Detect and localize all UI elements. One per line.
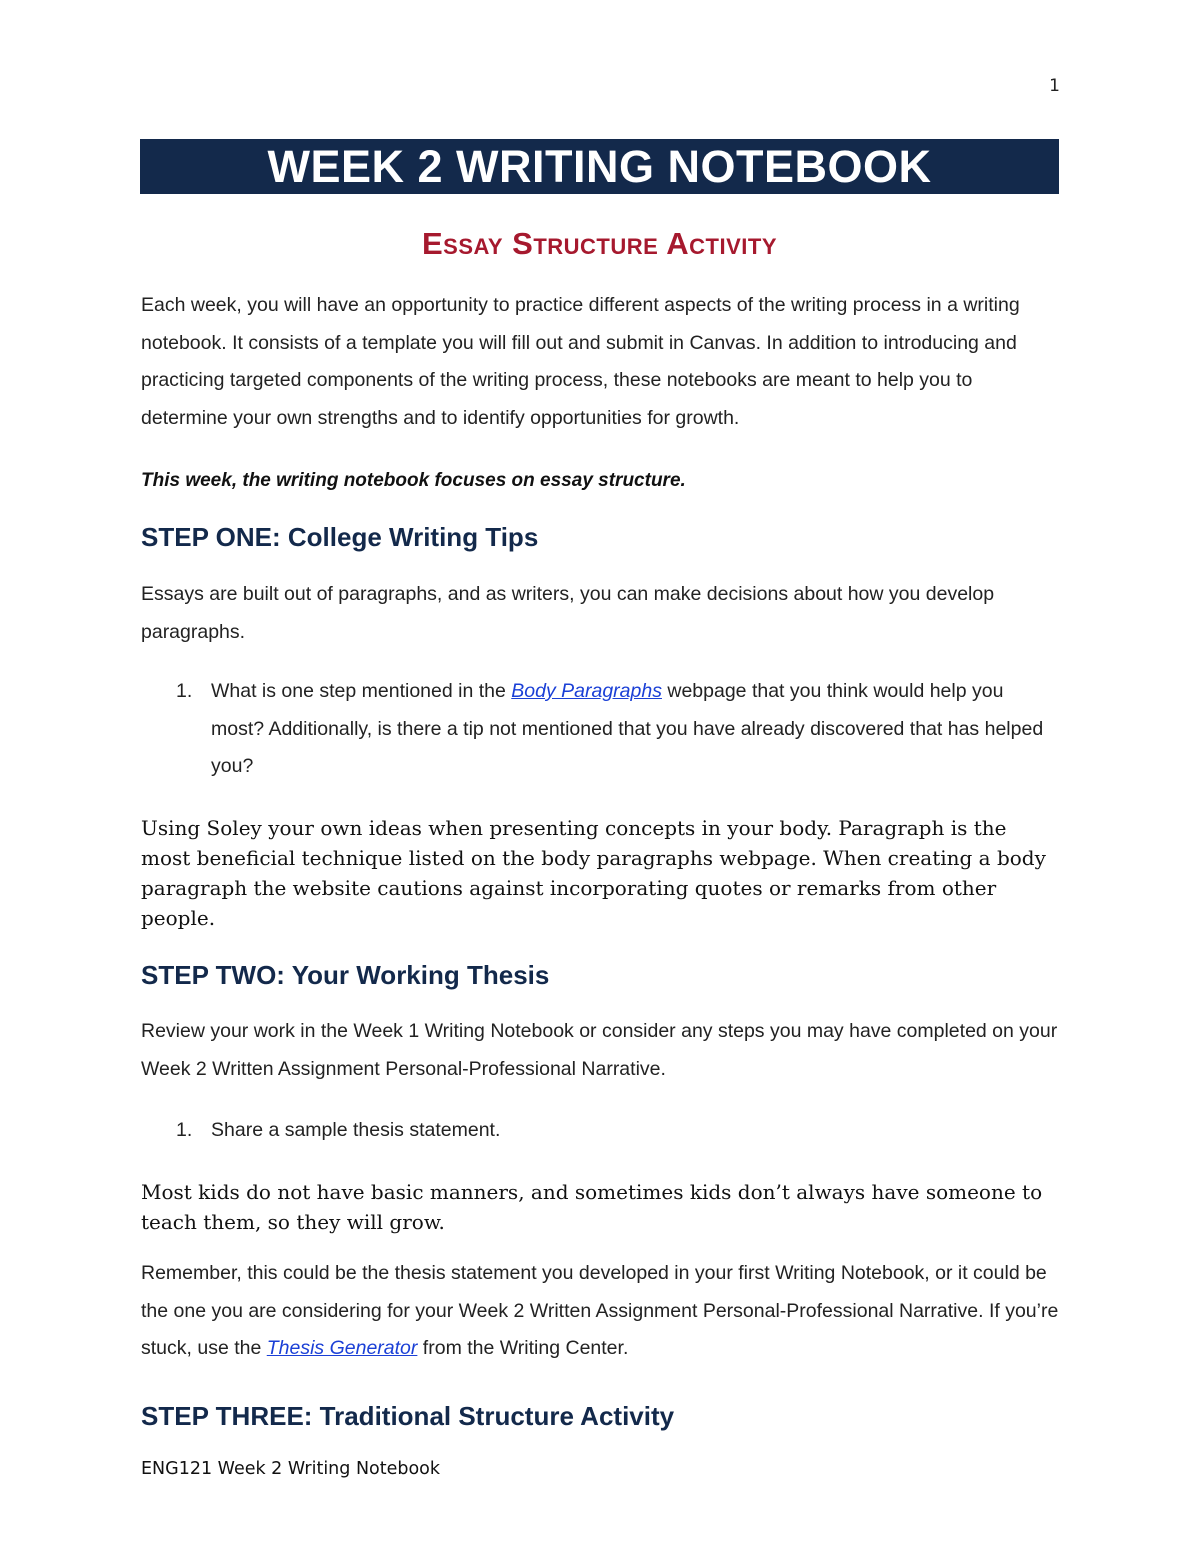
body-paragraphs-link[interactable]: Body Paragraphs [511, 680, 662, 702]
focus-statement: This week, the writing notebook focuses on essay structure. [141, 470, 686, 491]
intro-paragraph: Each week, you will have an opportunity to practice different aspects of the writing process in a writing notebook. It consists of a template you will fill out and submit in Canvas. In addition to introducing and practicing targeted components of the writing process, these notebooks are meant to help you to determine your own strengths and to identify opportunities for growth. [141, 294, 1020, 429]
activity-subtitle: Essay Structure Activity [421, 226, 778, 261]
step-one-question [176, 673, 1056, 786]
thesis-generator-link[interactable]: Thesis Generator [266, 1337, 418, 1359]
step-two-reminder [141, 1255, 1061, 1368]
reminder-text: from the Writing Center. [417, 1337, 629, 1359]
step-three-heading: STEP THREE: Traditional Structure Activity [141, 1401, 675, 1431]
step-two-answer: Most kids do not have basic manners, and sometimes kids don’t always have someone to teach them, so they will grow. [141, 1180, 1043, 1234]
list-number: 1. [176, 1119, 193, 1141]
page-footer: ENG121 Week 2 Writing Notebook [141, 1459, 441, 1479]
reminder-text: Remember, this could be the thesis statement you developed in your first Writing Notebook, or it could be the one you are considering for your Week 2 Written Assignment Personal-Professional Narrative. If you’re stuck, use the [141, 1262, 1059, 1359]
question-text: Share a sample thesis statement. [211, 1119, 501, 1141]
step-one-heading: STEP ONE: College Writing Tips [141, 522, 539, 552]
page-title: WEEK 2 WRITING NOTEBOOK [140, 139, 1059, 194]
step-two-heading: STEP TWO: Your Working Thesis [141, 960, 550, 990]
question-text: What is one step mentioned in the [211, 680, 512, 702]
step-two-paragraph: Review your work in the Week 1 Writing Notebook or consider any steps you may have completed on your Week 2 Written Assignment Personal-Professional Narrative. [141, 1020, 1058, 1080]
step-one-paragraph: Essays are built out of paragraphs, and as writers, you can make decisions about how you develop paragraphs. [141, 583, 995, 643]
question-text: webpage that you think would help you most? Additionally, is there a tip not mentioned that you have already discovered that has helped you? [211, 680, 1044, 777]
step-one-answer: Using Soley your own ideas when presenting concepts in your body. Paragraph is the most beneficial technique listed on the body paragraphs webpage. When creating a body paragraph the website cautions against incorporating quotes or remarks from other people. [141, 816, 1046, 930]
list-number: 1. [176, 680, 193, 702]
step-two-question [176, 1112, 1056, 1150]
page-number: 1 [1049, 76, 1060, 96]
